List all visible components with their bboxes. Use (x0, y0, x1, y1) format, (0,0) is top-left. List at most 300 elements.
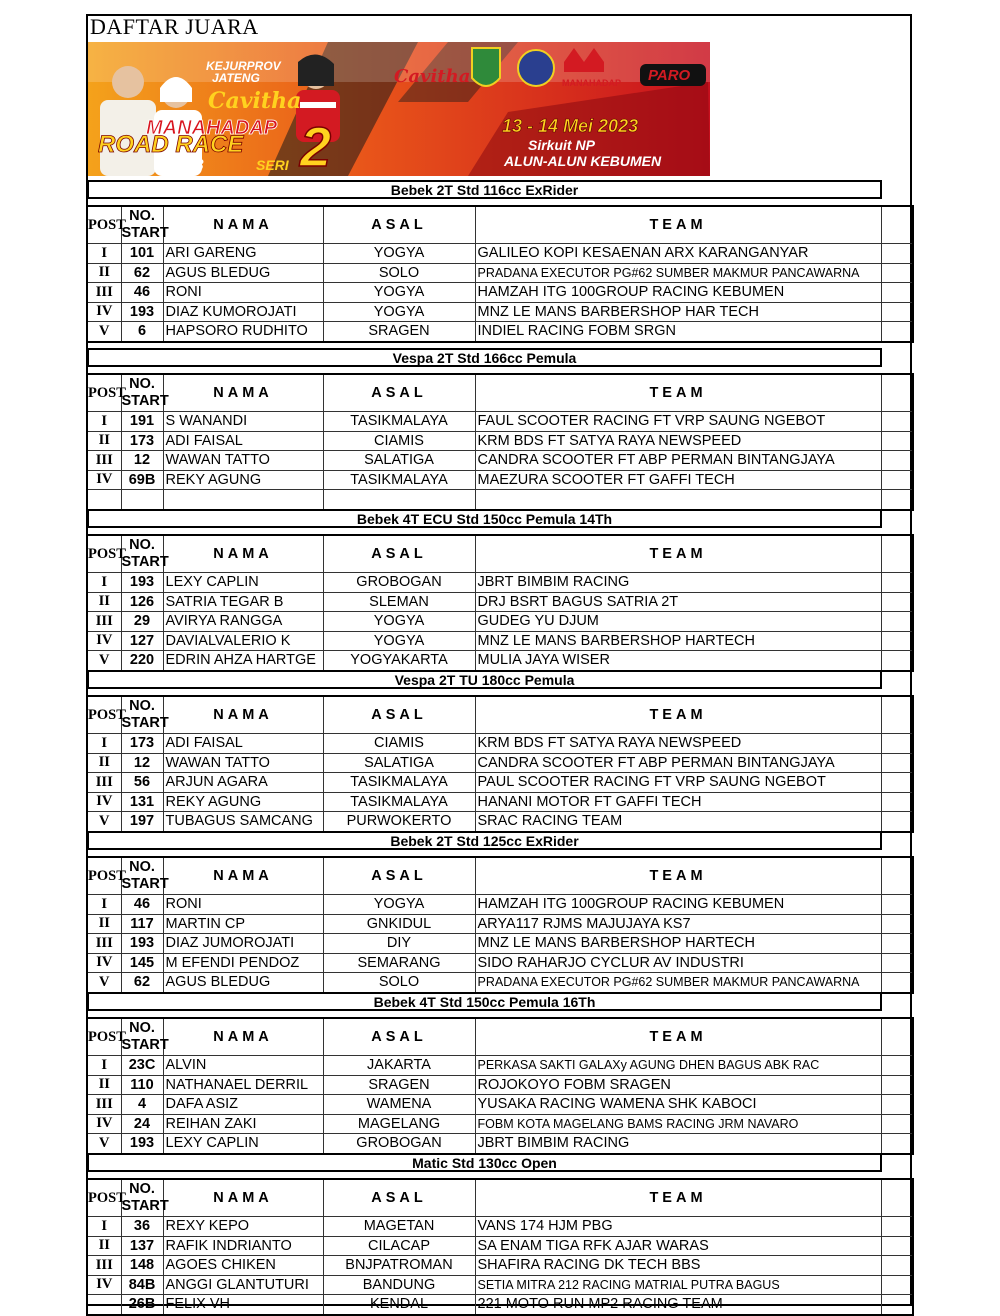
header-team: TEAM (475, 857, 881, 895)
row-start-number: 193 (121, 1134, 163, 1154)
row-start-number: 127 (121, 631, 163, 651)
header-spacer (881, 206, 913, 244)
class-title: Bebek 4T Std 150cc Pemula 16Th (87, 992, 882, 1011)
header-no-line2: START (121, 554, 169, 570)
row-spacer (881, 953, 913, 973)
row-start-number: 173 (121, 734, 163, 754)
table-row (87, 412, 913, 432)
row-team (475, 490, 881, 510)
row-position: I (87, 1217, 121, 1237)
table-row (87, 244, 913, 264)
header-no-line2: START (121, 1037, 169, 1053)
row-position: III (87, 1095, 121, 1115)
row-origin (323, 490, 475, 510)
row-team: GALILEO KOPI KESAENAN ARX KARANGANYAR (475, 244, 881, 264)
row-position: II (87, 753, 121, 773)
class-title: Vespa 2T Std 166cc Pemula (87, 348, 882, 367)
class-title: Bebek 4T ECU Std 150cc Pemula 14Th (87, 509, 882, 528)
row-rider-name: LEXY CAPLIN (163, 573, 323, 593)
header-asal: ASAL (323, 374, 475, 412)
row-team: ARYA117 RJMS MAJUJAYA KS7 (475, 914, 881, 934)
table-row (87, 490, 913, 510)
row-team: CANDRA SCOOTER FT ABP PERMAN BINTANGJAYA (475, 451, 881, 471)
row-team: SA ENAM TIGA RFK AJAR WARAS (475, 1236, 881, 1256)
row-origin: YOGYA (323, 302, 475, 322)
row-rider-name: AGUS BLEDUG (163, 263, 323, 283)
row-team: SIDO RAHARJO CYCLUR AV INDUSTRI (475, 953, 881, 973)
header-asal: ASAL (323, 1018, 475, 1056)
table-row (87, 934, 913, 954)
row-position: IV (87, 1114, 121, 1134)
banner-venue2: ALUN-ALUN KEBUMEN (504, 153, 662, 169)
header-team: TEAM (475, 1179, 881, 1217)
row-origin: SALATIGA (323, 753, 475, 773)
header-spacer (881, 535, 913, 573)
row-rider-name: ARI GARENG (163, 244, 323, 264)
row-team: SHAFIRA RACING DK TECH BBS (475, 1256, 881, 1276)
table-header-row (87, 535, 913, 573)
row-start-number: 69B (121, 470, 163, 490)
row-start-number: 84B (121, 1275, 163, 1295)
row-team: KRM BDS FT SATYA RAYA NEWSPEED (475, 734, 881, 754)
row-spacer (881, 753, 913, 773)
header-start-number (121, 206, 169, 244)
row-spacer (881, 792, 913, 812)
row-team: PAUL SCOOTER RACING FT VRP SAUNG NGEBOT (475, 773, 881, 793)
row-rider-name: ADI FAISAL (163, 734, 323, 754)
row-origin: KENDAL (323, 1295, 475, 1315)
header-no-line2: START (121, 876, 169, 892)
row-origin: SRAGEN (323, 1075, 475, 1095)
kebumen-seal-logo (472, 48, 500, 86)
header-start-number (121, 857, 169, 895)
table-row (87, 734, 913, 754)
table-row (87, 631, 913, 651)
row-origin: BANDUNG (323, 1275, 475, 1295)
table-row (87, 773, 913, 793)
row-team: SRAC RACING TEAM (475, 812, 881, 832)
row-start-number: 145 (121, 953, 163, 973)
row-origin: CIAMIS (323, 431, 475, 451)
row-team: SETIA MITRA 212 RACING MATRIAL PUTRA BAGUS (475, 1275, 881, 1295)
row-team: MNZ LE MANS BARBERSHOP HAR TECH (475, 302, 881, 322)
row-origin: GROBOGAN (323, 1134, 475, 1154)
table-row (87, 973, 913, 993)
row-start-number: 62 (121, 263, 163, 283)
row-rider-name: REXY KEPO (163, 1217, 323, 1237)
results-table (86, 534, 914, 672)
row-origin: DIY (323, 934, 475, 954)
row-position: II (87, 592, 121, 612)
row-origin: SRAGEN (323, 322, 475, 342)
row-rider-name: DAVIALVALERIO K (163, 631, 323, 651)
row-rider-name: AVIRYA RANGGA (163, 612, 323, 632)
row-start-number: 173 (121, 431, 163, 451)
row-position: III (87, 283, 121, 303)
row-position: V (87, 812, 121, 832)
row-position: II (87, 914, 121, 934)
row-spacer (881, 914, 913, 934)
table-header-row (87, 1018, 913, 1056)
row-rider-name: RONI (163, 283, 323, 303)
row-rider-name: RAFIK INDRIANTO (163, 1236, 323, 1256)
row-rider-name: SATRIA TEGAR B (163, 592, 323, 612)
row-origin: YOGYA (323, 631, 475, 651)
row-team: PERKASA SAKTI GALAXy AGUNG DHEN BAGUS ABK RAC (475, 1056, 881, 1076)
table-row (87, 263, 913, 283)
header-no-line1: NO. (129, 537, 155, 553)
row-start-number: 220 (121, 651, 163, 671)
row-origin: SALATIGA (323, 451, 475, 471)
row-team: JBRT BIMBIM RACING (475, 1134, 881, 1154)
row-rider-name: AGUS BLEDUG (163, 973, 323, 993)
row-rider-name: AGOES CHIKEN (163, 1256, 323, 1276)
row-rider-name (163, 490, 323, 510)
header-team: TEAM (475, 374, 881, 412)
results-table (86, 1017, 914, 1155)
row-origin: SLEMAN (323, 592, 475, 612)
row-spacer (881, 1217, 913, 1237)
row-team: INDIEL RACING FOBM SRGN (475, 322, 881, 342)
table-row (87, 470, 913, 490)
header-no-line2: START (121, 715, 169, 731)
paro-logo (640, 64, 706, 86)
header-start-number (121, 696, 169, 734)
row-rider-name: DIAZ JUMOROJATI (163, 934, 323, 954)
row-team: DRJ BSRT BAGUS SATRIA 2T (475, 592, 881, 612)
table-header-row (87, 857, 913, 895)
header-start-number (121, 1179, 169, 1217)
header-no-line1: NO. (129, 208, 155, 224)
table-row (87, 1256, 913, 1276)
row-spacer (881, 573, 913, 593)
row-spacer (881, 631, 913, 651)
row-team: FAUL SCOOTER RACING FT VRP SAUNG NGEBOT (475, 412, 881, 432)
row-spacer (881, 451, 913, 471)
row-spacer (881, 1275, 913, 1295)
header-spacer (881, 857, 913, 895)
header-asal: ASAL (323, 857, 475, 895)
row-origin: TASIKMALAYA (323, 470, 475, 490)
table-row (87, 451, 913, 471)
row-start-number: 193 (121, 934, 163, 954)
row-spacer (881, 1295, 913, 1315)
table-row (87, 895, 913, 915)
row-origin: TASIKMALAYA (323, 773, 475, 793)
banner-date: 13 - 14 Mei 2023 (502, 116, 639, 136)
header-nama: NAMA (163, 535, 323, 573)
row-position: II (87, 431, 121, 451)
header-nama: NAMA (163, 206, 323, 244)
row-spacer (881, 773, 913, 793)
results-table (86, 856, 914, 994)
table-row (87, 792, 913, 812)
row-origin: YOGYA (323, 244, 475, 264)
row-start-number: 197 (121, 812, 163, 832)
row-team: YUSAKA RACING WAMENA SHK KABOCI (475, 1095, 881, 1115)
header-no-line2: START (121, 1198, 169, 1214)
row-start-number: 46 (121, 895, 163, 915)
row-team: HANANI MOTOR FT GAFFI TECH (475, 792, 881, 812)
row-spacer (881, 490, 913, 510)
row-team: HAMZAH ITG 100GROUP RACING KEBUMEN (475, 283, 881, 303)
row-start-number: 24 (121, 1114, 163, 1134)
row-position: I (87, 573, 121, 593)
banner-jateng: JATENG (212, 71, 260, 85)
row-position: IV (87, 792, 121, 812)
row-start-number: 148 (121, 1256, 163, 1276)
row-position: II (87, 263, 121, 283)
row-start-number: 126 (121, 592, 163, 612)
row-team: 221 MOTO RUN MP2 RACING TEAM (475, 1295, 881, 1315)
table-row (87, 1056, 913, 1076)
row-rider-name: ADI FAISAL (163, 431, 323, 451)
table-row (87, 322, 913, 342)
row-origin: BNJPATROMAN (323, 1256, 475, 1276)
sponsor-manahadap: MANAHADAP (562, 78, 621, 88)
row-position: IV (87, 470, 121, 490)
row-team: PRADANA EXECUTOR PG#62 SUMBER MAKMUR PANCAWARNA (475, 263, 881, 283)
row-spacer (881, 1075, 913, 1095)
row-position (87, 490, 121, 510)
row-position: III (87, 612, 121, 632)
document-title: DAFTAR JUARA (90, 14, 259, 39)
row-rider-name: REKY AGUNG (163, 470, 323, 490)
row-spacer (881, 1236, 913, 1256)
row-rider-name: NATHANAEL DERRIL (163, 1075, 323, 1095)
header-start-number (121, 535, 169, 573)
table-header-row (87, 696, 913, 734)
row-rider-name: FELIX VH (163, 1295, 323, 1315)
row-position: IV (87, 302, 121, 322)
table-row (87, 283, 913, 303)
row-position: V (87, 1134, 121, 1154)
results-table (86, 695, 914, 833)
row-position: I (87, 1056, 121, 1076)
banner-event-line1: Cavitha (208, 88, 302, 114)
table-row (87, 1236, 913, 1256)
row-spacer (881, 934, 913, 954)
header-spacer (881, 374, 913, 412)
row-spacer (881, 1114, 913, 1134)
header-asal: ASAL (323, 206, 475, 244)
row-team: PRADANA EXECUTOR PG#62 SUMBER MAKMUR PANCAWARNA (475, 973, 881, 993)
table-header-row (87, 374, 913, 412)
class-title: Vespa 2T TU 180cc Pemula (87, 670, 882, 689)
row-position: IV (87, 1275, 121, 1295)
header-nama: NAMA (163, 1179, 323, 1217)
header-asal: ASAL (323, 1179, 475, 1217)
row-spacer (881, 412, 913, 432)
table-row (87, 573, 913, 593)
row-start-number: 193 (121, 573, 163, 593)
row-rider-name: RONI (163, 895, 323, 915)
header-no-line1: NO. (129, 698, 155, 714)
row-team: KRM BDS FT SATYA RAYA NEWSPEED (475, 431, 881, 451)
header-position: POST (87, 696, 121, 734)
row-team: MULIA JAYA WISER (475, 651, 881, 671)
row-position: V (87, 322, 121, 342)
row-team: CANDRA SCOOTER FT ABP PERMAN BINTANGJAYA (475, 753, 881, 773)
row-rider-name: WAWAN TATTO (163, 451, 323, 471)
table-row (87, 431, 913, 451)
row-origin: TASIKMALAYA (323, 792, 475, 812)
row-origin: SEMARANG (323, 953, 475, 973)
event-banner (88, 42, 710, 176)
row-start-number: 131 (121, 792, 163, 812)
row-team: GUDEG YU DJUM (475, 612, 881, 632)
table-row (87, 812, 913, 832)
row-origin: CILACAP (323, 1236, 475, 1256)
header-team: TEAM (475, 206, 881, 244)
row-spacer (881, 263, 913, 283)
row-position: III (87, 773, 121, 793)
row-spacer (881, 302, 913, 322)
row-start-number: 56 (121, 773, 163, 793)
header-position: POST (87, 206, 121, 244)
row-start-number: 12 (121, 753, 163, 773)
class-title: Bebek 2T Std 125cc ExRider (87, 831, 882, 850)
banner-kejurprov: KEJURPROV (206, 59, 281, 73)
table-row (87, 302, 913, 322)
row-spacer (881, 1095, 913, 1115)
row-spacer (881, 973, 913, 993)
class-title: Matic Std 130cc Open (87, 1153, 882, 1172)
header-position: POST (87, 857, 121, 895)
row-start-number: 36 (121, 1217, 163, 1237)
row-team: MAEZURA SCOOTER FT GAFFI TECH (475, 470, 881, 490)
header-no-line1: NO. (129, 376, 155, 392)
imi-seal-logo (518, 50, 554, 86)
row-team: VANS 174 HJM PBG (475, 1217, 881, 1237)
banner-venue1: Sirkuit NP (528, 137, 595, 153)
header-no-line1: NO. (129, 1020, 155, 1036)
row-origin: SOLO (323, 263, 475, 283)
row-position: III (87, 934, 121, 954)
row-start-number: 46 (121, 283, 163, 303)
row-rider-name: ALVIN (163, 1056, 323, 1076)
row-spacer (881, 1134, 913, 1154)
row-origin: YOGYAKARTA (323, 651, 475, 671)
row-rider-name: EDRIN AHZA HARTGE (163, 651, 323, 671)
header-position: POST (87, 374, 121, 412)
row-origin: MAGELANG (323, 1114, 475, 1134)
row-origin: SOLO (323, 973, 475, 993)
header-nama: NAMA (163, 857, 323, 895)
table-header-row (87, 1179, 913, 1217)
row-start-number: 26B (121, 1295, 163, 1315)
row-start-number: 62 (121, 973, 163, 993)
row-position: II (87, 1075, 121, 1095)
row-rider-name: M EFENDI PENDOZ (163, 953, 323, 973)
table-header-row (87, 206, 913, 244)
row-team: JBRT BIMBIM RACING (475, 573, 881, 593)
row-spacer (881, 431, 913, 451)
table-row (87, 1275, 913, 1295)
table-row (87, 753, 913, 773)
row-start-number: 12 (121, 451, 163, 471)
row-origin: YOGYA (323, 283, 475, 303)
table-row (87, 1095, 913, 1115)
row-spacer (881, 612, 913, 632)
row-start-number: 23C (121, 1056, 163, 1076)
header-team: TEAM (475, 535, 881, 573)
row-origin: CIAMIS (323, 734, 475, 754)
row-rider-name: DAFA ASIZ (163, 1095, 323, 1115)
results-table (86, 1178, 914, 1316)
row-team: HAMZAH ITG 100GROUP RACING KEBUMEN (475, 895, 881, 915)
row-spacer (881, 812, 913, 832)
row-start-number (121, 490, 163, 510)
row-position: IV (87, 631, 121, 651)
row-start-number: 193 (121, 302, 163, 322)
row-rider-name: DIAZ KUMOROJATI (163, 302, 323, 322)
row-position (87, 1295, 121, 1315)
class-title: Bebek 2T Std 116cc ExRider (87, 180, 882, 199)
row-start-number: 137 (121, 1236, 163, 1256)
table-row (87, 1134, 913, 1154)
row-start-number: 4 (121, 1095, 163, 1115)
results-table (86, 373, 914, 511)
header-position: POST (87, 1018, 121, 1056)
header-asal: ASAL (323, 696, 475, 734)
row-start-number: 6 (121, 322, 163, 342)
row-spacer (881, 322, 913, 342)
row-spacer (881, 895, 913, 915)
row-origin: YOGYA (323, 612, 475, 632)
header-nama: NAMA (163, 1018, 323, 1056)
sponsor-cavitha-logo: Cavitha (394, 66, 471, 87)
header-no-line2: START (121, 225, 169, 241)
banner-event-line2: MANAHADAP (146, 117, 278, 139)
header-no-line1: NO. (129, 859, 155, 875)
row-rider-name: HAPSORO RUDHITO (163, 322, 323, 342)
header-position: POST (87, 1179, 121, 1217)
header-nama: NAMA (163, 696, 323, 734)
sponsor-paro: PARO (648, 67, 691, 84)
header-position: POST (87, 535, 121, 573)
row-spacer (881, 1056, 913, 1076)
table-row (87, 651, 913, 671)
header-spacer (881, 1018, 913, 1056)
header-nama: NAMA (163, 374, 323, 412)
table-row (87, 914, 913, 934)
header-spacer (881, 1179, 913, 1217)
row-spacer (881, 1256, 913, 1276)
header-team: TEAM (475, 696, 881, 734)
row-rider-name: S WANANDI (163, 412, 323, 432)
row-rider-name: REKY AGUNG (163, 792, 323, 812)
row-position: II (87, 1236, 121, 1256)
row-position: III (87, 451, 121, 471)
row-spacer (881, 244, 913, 264)
row-team: FOBM KOTA MAGELANG BAMS RACING JRM NAVARO (475, 1114, 881, 1134)
row-team: ROJOKOYO FOBM SRAGEN (475, 1075, 881, 1095)
row-position: I (87, 895, 121, 915)
row-origin: TASIKMALAYA (323, 412, 475, 432)
row-origin: GROBOGAN (323, 573, 475, 593)
table-row (87, 612, 913, 632)
row-start-number: 191 (121, 412, 163, 432)
row-spacer (881, 283, 913, 303)
row-rider-name: MARTIN CP (163, 914, 323, 934)
row-position: I (87, 412, 121, 432)
row-position: I (87, 734, 121, 754)
row-start-number: 117 (121, 914, 163, 934)
table-row (87, 953, 913, 973)
header-asal: ASAL (323, 535, 475, 573)
header-team: TEAM (475, 1018, 881, 1056)
